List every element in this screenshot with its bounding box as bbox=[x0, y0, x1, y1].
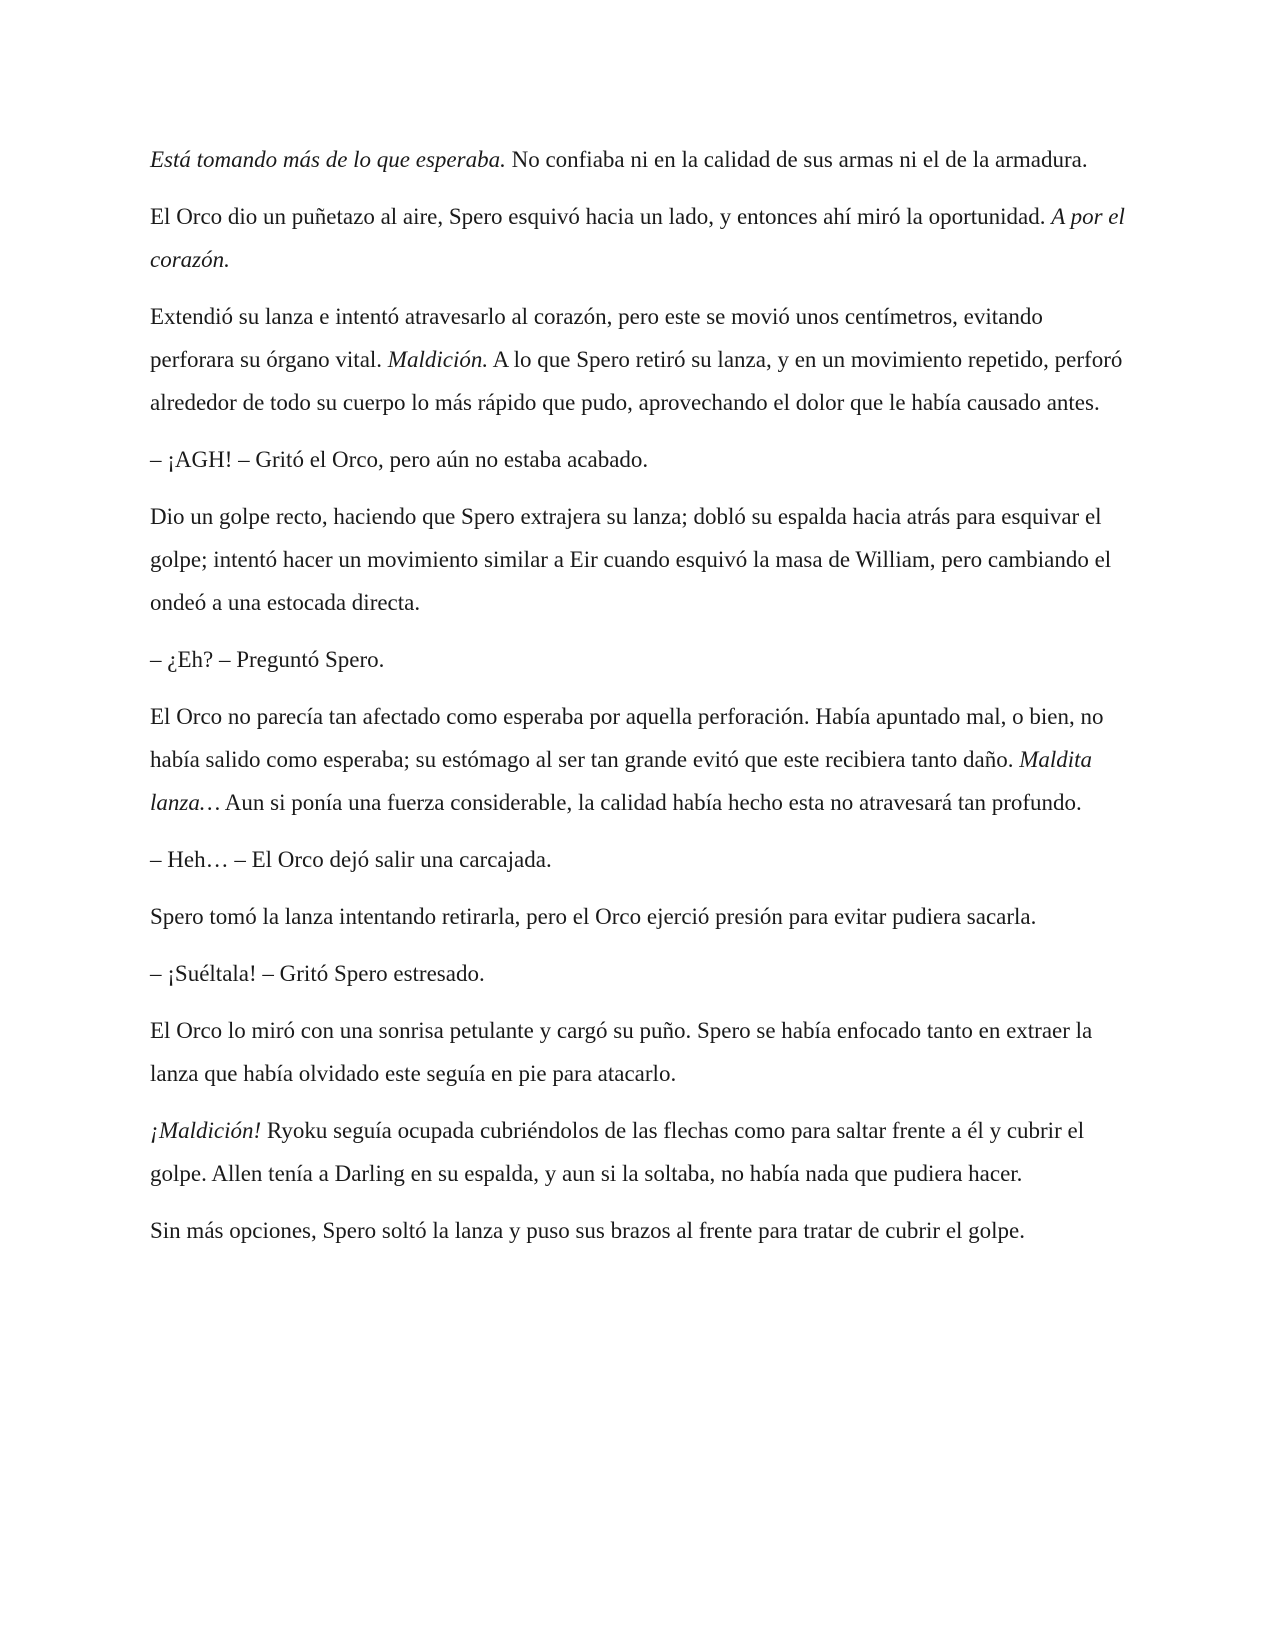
text-run: Ryoku seguía ocupada cubriéndolos de las flechas como para saltar frente a él y cubrir el golpe. Allen tenía a Darling en su espalda, y aun si la soltaba, no había nada que pudiera hacer. bbox=[150, 1118, 1085, 1186]
text-run: Spero tomó la lanza intentando retirarla, pero el Orco ejerció presión para evitar pudiera sacarla. bbox=[150, 904, 1037, 929]
paragraph bbox=[150, 295, 1125, 424]
paragraph bbox=[150, 952, 1125, 995]
text-run: Aun si ponía una fuerza considerable, la calidad había hecho esta no atravesará tan profundo. bbox=[220, 790, 1082, 815]
paragraph bbox=[150, 495, 1125, 624]
text-run: El Orco dio un puñetazo al aire, Spero esquivó hacia un lado, y entonces ahí miró la oportunidad. bbox=[150, 204, 1052, 229]
paragraph bbox=[150, 195, 1125, 281]
text-run: – ¿Eh? – Preguntó Spero. bbox=[150, 647, 385, 672]
italic-text-run: ¡Maldición! bbox=[150, 1118, 262, 1143]
text-run: – ¡AGH! – Gritó el Orco, pero aún no estaba acabado. bbox=[150, 447, 649, 472]
text-run: Sin más opciones, Spero soltó la lanza y puso sus brazos al frente para tratar de cubrir el golpe. bbox=[150, 1218, 1026, 1243]
paragraph bbox=[150, 895, 1125, 938]
text-run: A lo que Spero retiró su lanza, y en un movimiento repetido, perforó alrededor de todo su cuerpo lo más rápido que pudo, aprovechando el dolor que le había causado antes. bbox=[150, 347, 1123, 415]
paragraph bbox=[150, 695, 1125, 824]
text-run: El Orco no parecía tan afectado como esperaba por aquella perforación. Había apuntado mal, o bien, no había salido como esperaba; su estómago al ser tan grande evitó que este recibiera tanto daño. bbox=[150, 704, 1104, 772]
italic-text-run: A por el corazón. bbox=[150, 204, 1125, 272]
paragraph bbox=[150, 638, 1125, 681]
paragraph bbox=[150, 1109, 1125, 1195]
paragraph bbox=[150, 438, 1125, 481]
italic-text-run: Maldición. bbox=[387, 347, 489, 372]
body-text bbox=[150, 138, 1125, 1252]
text-run: No confiaba ni en la calidad de sus armas ni el de la armadura. bbox=[505, 147, 1088, 172]
italic-text-run: Está tomando más de lo que esperaba. bbox=[150, 147, 506, 172]
text-run: Dio un golpe recto, haciendo que Spero extrajera su lanza; dobló su espalda hacia atrás para esquivar el golpe; intentó hacer un movimiento similar a Eir cuando esquivó la masa de William, pero cambiando el ondeó a una estocada directa. bbox=[150, 504, 1112, 615]
text-run: – Heh… – El Orco dejó salir una carcajada. bbox=[150, 847, 552, 872]
paragraph bbox=[150, 1009, 1125, 1095]
paragraph bbox=[150, 138, 1125, 181]
text-run: – ¡Suéltala! – Gritó Spero estresado. bbox=[150, 961, 485, 986]
paragraph bbox=[150, 838, 1125, 881]
text-run: Extendió su lanza e intentó atravesarlo al corazón, pero este se movió unos centímetros, evitando perforara su órgano vital. bbox=[150, 304, 1043, 372]
text-run: El Orco lo miró con una sonrisa petulante y cargó su puño. Spero se había enfocado tanto en extraer la lanza que había olvidado este seguía en pie para atacarlo. bbox=[150, 1018, 1093, 1086]
paragraph bbox=[150, 1209, 1125, 1252]
italic-text-run: Maldita lanza… bbox=[150, 747, 1093, 815]
